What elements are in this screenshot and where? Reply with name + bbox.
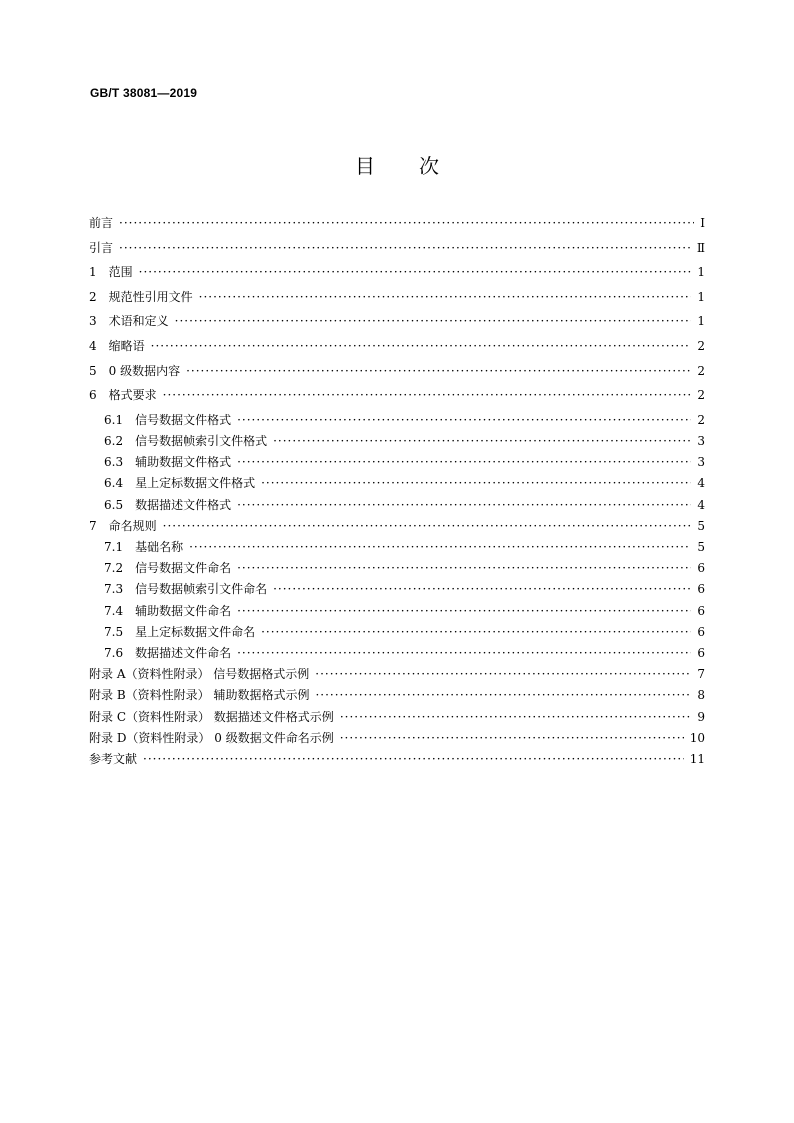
dot-leader: [186, 364, 691, 378]
toc-entry-number: 2: [89, 289, 97, 304]
dot-leader: [189, 540, 691, 554]
toc-entry-label: [104, 604, 231, 618]
toc-entry-page: 7: [697, 667, 705, 682]
toc-entry-label: [89, 314, 169, 328]
dot-leader: [273, 434, 691, 448]
toc-entry[interactable]: [89, 314, 705, 328]
toc-entry[interactable]: [89, 388, 705, 402]
toc-entry-title: 辅助数据文件格式: [135, 455, 232, 470]
dot-leader: [237, 604, 691, 618]
toc-entry[interactable]: [89, 455, 705, 469]
toc-entry-label: [89, 265, 133, 279]
toc-entry-title: 星上定标数据文件命名: [135, 624, 256, 639]
toc-entry-number: 6.3: [104, 455, 124, 470]
toc-entry-label: [89, 752, 137, 766]
toc-entry-title: 引言: [89, 240, 114, 255]
toc-entry-number: 7.2: [104, 561, 124, 576]
toc-entry[interactable]: [89, 540, 705, 554]
dot-leader: [143, 752, 684, 766]
dot-leader: [261, 476, 691, 490]
toc-entry[interactable]: [89, 582, 705, 596]
toc-entry-title: 附录 A（资料性附录） 信号数据格式示例: [89, 667, 310, 682]
toc-entry-label: [89, 667, 309, 681]
toc-entry-page: 8: [697, 688, 705, 703]
toc-entry-number: 7: [89, 518, 97, 533]
toc-entry-number: 5: [89, 363, 97, 378]
toc-entry-title: 前言: [89, 216, 114, 230]
toc-entry-number: 3: [89, 314, 97, 329]
toc-entry[interactable]: [89, 339, 705, 353]
toc-entry-page: Ⅱ: [696, 240, 705, 255]
toc-entry-label: [104, 413, 231, 427]
dot-leader: [315, 667, 691, 681]
toc-entry-title: 术语和定义: [108, 314, 169, 329]
toc-entry-label: [89, 519, 157, 533]
dot-leader: [237, 646, 691, 660]
dot-leader: [261, 625, 691, 639]
toc-entry-label: [89, 731, 334, 745]
dot-leader: [315, 688, 691, 702]
toc-entry-number: 6.1: [104, 412, 124, 427]
toc-entry-label: [104, 625, 255, 639]
toc-entry-title: 数据描述文件格式: [135, 497, 232, 512]
toc-entry-title: 辅助数据文件命名: [135, 603, 232, 618]
toc-entry[interactable]: [89, 364, 705, 378]
toc-entry[interactable]: [89, 688, 705, 702]
toc-entry-title: 星上定标数据文件格式: [135, 476, 256, 491]
toc-entry[interactable]: [89, 604, 705, 618]
dot-leader: [273, 582, 691, 596]
toc-entry-label: [89, 710, 334, 724]
dot-leader: [139, 265, 692, 279]
toc-entry-label: [104, 582, 267, 596]
dot-leader: [163, 519, 692, 533]
toc-entry-page: 5: [697, 518, 705, 533]
dot-leader: [340, 731, 684, 745]
toc-entry[interactable]: [89, 731, 705, 745]
toc-entry-title: 格式要求: [108, 388, 157, 403]
toc-entry-page: 4: [697, 497, 705, 512]
toc-entry[interactable]: [89, 752, 705, 766]
toc-entry-label: [104, 540, 183, 554]
toc-entry-title: 信号数据文件格式: [135, 412, 232, 427]
toc-entry-label: [104, 434, 267, 448]
toc-entry-title: 范围: [108, 265, 133, 280]
dot-leader: [237, 455, 691, 469]
toc-entry-page: 1: [697, 314, 705, 329]
toc-entry-page: 1: [697, 289, 705, 304]
toc-entry[interactable]: [89, 241, 705, 255]
toc-entry-page: 6: [697, 624, 705, 639]
toc-entry[interactable]: [89, 413, 705, 427]
page-title: 目次: [355, 154, 483, 178]
toc-entry-page: 2: [697, 363, 705, 378]
toc-entry-label: [104, 498, 231, 512]
standard-number: GB/T 38081—2019: [90, 86, 198, 100]
toc-entry[interactable]: [89, 290, 705, 304]
toc-entry-page: Ⅰ: [700, 216, 705, 230]
toc-entry-title: 命名规则: [108, 518, 157, 533]
toc-entry-page: 5: [697, 540, 705, 554]
toc-entry-label: [104, 455, 231, 469]
toc-entry[interactable]: [89, 519, 705, 533]
toc-entry-number: 6.2: [104, 434, 124, 448]
toc-entry[interactable]: [89, 216, 705, 230]
toc-entry[interactable]: [89, 667, 705, 681]
toc-entry-number: 7.3: [104, 582, 124, 597]
toc-entry-page: 1: [697, 265, 705, 280]
toc-entry-page: 6: [697, 646, 705, 660]
toc-entry-page: 4: [697, 476, 705, 491]
toc-entry-label: [89, 290, 193, 304]
dot-leader: [237, 561, 691, 575]
toc-entry-title: 参考文献: [89, 752, 138, 766]
dot-leader: [175, 314, 692, 328]
toc-entry-title: 附录 B（资料性附录） 辅助数据格式示例: [89, 688, 310, 703]
dot-leader: [119, 216, 694, 230]
toc-entry-title: 附录 C（资料性附录） 数据描述文件格式示例: [89, 709, 334, 724]
toc-entry[interactable]: [89, 646, 705, 660]
toc-entry-title: 0 级数据内容: [108, 363, 181, 378]
toc-entry[interactable]: [89, 498, 705, 512]
dot-leader: [237, 498, 691, 512]
toc-entry-page: 6: [697, 603, 705, 618]
toc-entry-number: 7.5: [104, 624, 124, 639]
toc-entry-number: 1: [89, 265, 97, 280]
toc-entry-label: [104, 561, 231, 575]
dot-leader: [340, 710, 692, 724]
toc-entry-title: 数据描述文件命名: [135, 646, 232, 660]
toc-entry-page: 2: [697, 339, 705, 353]
toc-entry-number: 6.5: [104, 497, 124, 512]
toc-entry-label: [89, 688, 309, 702]
toc-entry[interactable]: [89, 434, 705, 448]
toc-entry[interactable]: [89, 476, 705, 490]
toc-entry-page: 2: [697, 388, 705, 403]
toc-entry-label: [89, 241, 113, 255]
toc-entry-page: 3: [697, 455, 705, 470]
toc-entry-page: 9: [697, 709, 705, 724]
toc-entry[interactable]: [89, 265, 705, 279]
toc-entry-title: 规范性引用文件: [108, 289, 193, 304]
toc-entry-page: 6: [697, 582, 705, 597]
toc-entry-number: 6.4: [104, 476, 124, 491]
toc-entry-page: 6: [697, 561, 705, 576]
toc-entry-label: [89, 364, 180, 378]
dot-leader: [151, 339, 692, 353]
toc-entry-number: 7.6: [104, 646, 124, 660]
toc-entry-title: 缩略语: [108, 339, 145, 353]
dot-leader: [119, 241, 691, 255]
toc-entry-title: 附录 D（资料性附录） 0 级数据文件命名示例: [89, 730, 334, 745]
toc-entry-number: 6: [89, 388, 97, 403]
toc-entry-label: [89, 388, 157, 402]
toc-entry-label: [104, 646, 231, 660]
toc-entry[interactable]: [89, 710, 705, 724]
toc-entry-title: 基础名称: [135, 540, 184, 554]
toc-entry[interactable]: [89, 625, 705, 639]
dot-leader: [237, 413, 691, 427]
toc-entry-number: 4: [89, 339, 97, 353]
toc-entry-page: 11: [689, 752, 705, 766]
toc-entry-label: [89, 216, 113, 230]
toc-entry-number: 7.1: [104, 540, 124, 554]
toc-entry-page: 2: [697, 412, 705, 427]
toc-entry-title: 信号数据帧索引文件格式: [135, 434, 268, 448]
toc-entry-title: 信号数据帧索引文件命名: [135, 582, 268, 597]
dot-leader: [199, 290, 692, 304]
toc-entry-title: 信号数据文件命名: [135, 561, 232, 576]
toc-entry-number: 7.4: [104, 603, 124, 618]
toc-entry[interactable]: [89, 561, 705, 575]
toc-entry-label: [104, 476, 255, 490]
toc-entry-page: 3: [697, 434, 705, 448]
dot-leader: [163, 388, 692, 402]
toc-entry-label: [89, 339, 145, 353]
toc-entry-page: 10: [689, 730, 705, 745]
